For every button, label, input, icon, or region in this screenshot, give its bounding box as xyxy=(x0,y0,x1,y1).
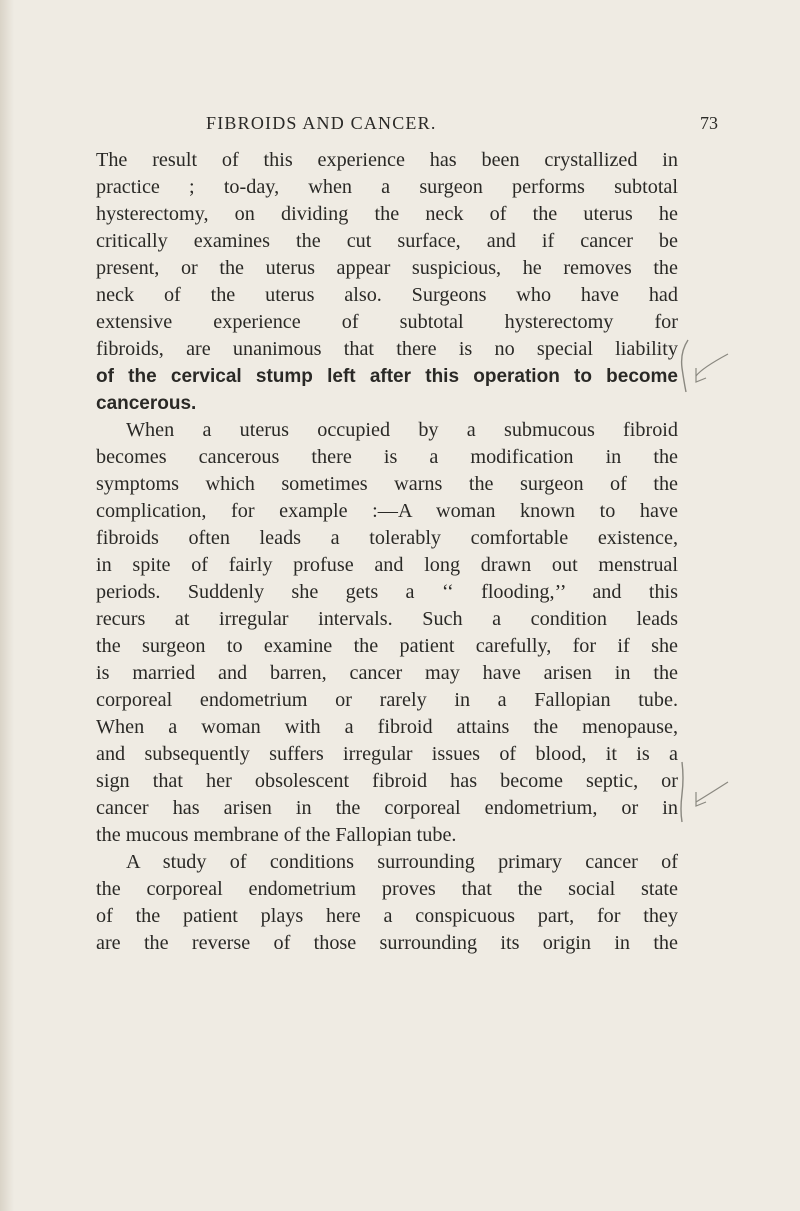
text-line: the corporeal endometrium proves that the social state xyxy=(96,878,678,900)
text-line: cancer has arisen in the corporeal endometrium, or in xyxy=(96,797,678,819)
text-line-highlighted: cancerous. xyxy=(96,393,197,414)
text-line: neck of the uterus also. Surgeons who have had xyxy=(96,284,678,306)
text-line: extensive experience of subtotal hysterectomy for xyxy=(96,311,678,333)
text-line: sign that her obsolescent fibroid has become septic, or xyxy=(96,770,678,792)
running-head xyxy=(0,113,800,137)
text-line: are the reverse of those surrounding its origin in the xyxy=(96,932,678,954)
pencil-bracket-mark xyxy=(676,760,732,826)
text-line: fibroids, are unanimous that there is no special liability xyxy=(96,338,678,360)
page-number: 73 xyxy=(700,113,718,133)
running-title: FIBROIDS AND CANCER. xyxy=(206,113,437,133)
text-line: the surgeon to examine the patient carefully, for if she xyxy=(96,635,678,657)
text-line: of the patient plays here a conspicuous part, for they xyxy=(96,905,678,927)
spine-shadow xyxy=(0,0,14,1211)
text-line: corporeal endometrium or rarely in a Fallopian tube. xyxy=(96,689,678,711)
text-line: fibroids often leads a tolerably comfortable existence, xyxy=(96,527,678,549)
text-line: the mucous membrane of the Fallopian tube. xyxy=(96,824,457,846)
pencil-bracket-mark xyxy=(678,338,734,398)
text-line: A study of conditions surrounding primary cancer of xyxy=(126,851,678,873)
text-line: present, or the uterus appear suspicious, he removes the xyxy=(96,257,678,279)
text-line: The result of this experience has been crystallized in xyxy=(96,149,678,171)
text-line: When a woman with a fibroid attains the menopause, xyxy=(96,716,678,738)
text-line-highlighted: of the cervical stump left after this operation to become xyxy=(96,366,678,387)
text-line: is married and barren, cancer may have arisen in the xyxy=(96,662,678,684)
text-line: complication, for example :—A woman known to have xyxy=(96,500,678,522)
text-line: hysterectomy, on dividing the neck of the uterus he xyxy=(96,203,678,225)
text-line: in spite of fairly profuse and long drawn out menstrual xyxy=(96,554,678,576)
text-line: critically examines the cut surface, and if cancer be xyxy=(96,230,678,252)
text-line: practice ; to-day, when a surgeon performs subtotal xyxy=(96,176,678,198)
text-line: symptoms which sometimes warns the surgeon of the xyxy=(96,473,678,495)
text-line: and subsequently suffers irregular issues of blood, it is a xyxy=(96,743,678,765)
text-line: periods. Suddenly she gets a ‘‘ flooding,’’ and this xyxy=(96,581,678,603)
text-line: When a uterus occupied by a submucous fibroid xyxy=(126,419,678,441)
text-line: recurs at irregular intervals. Such a condition leads xyxy=(96,608,678,630)
text-line: becomes cancerous there is a modification in the xyxy=(96,446,678,468)
